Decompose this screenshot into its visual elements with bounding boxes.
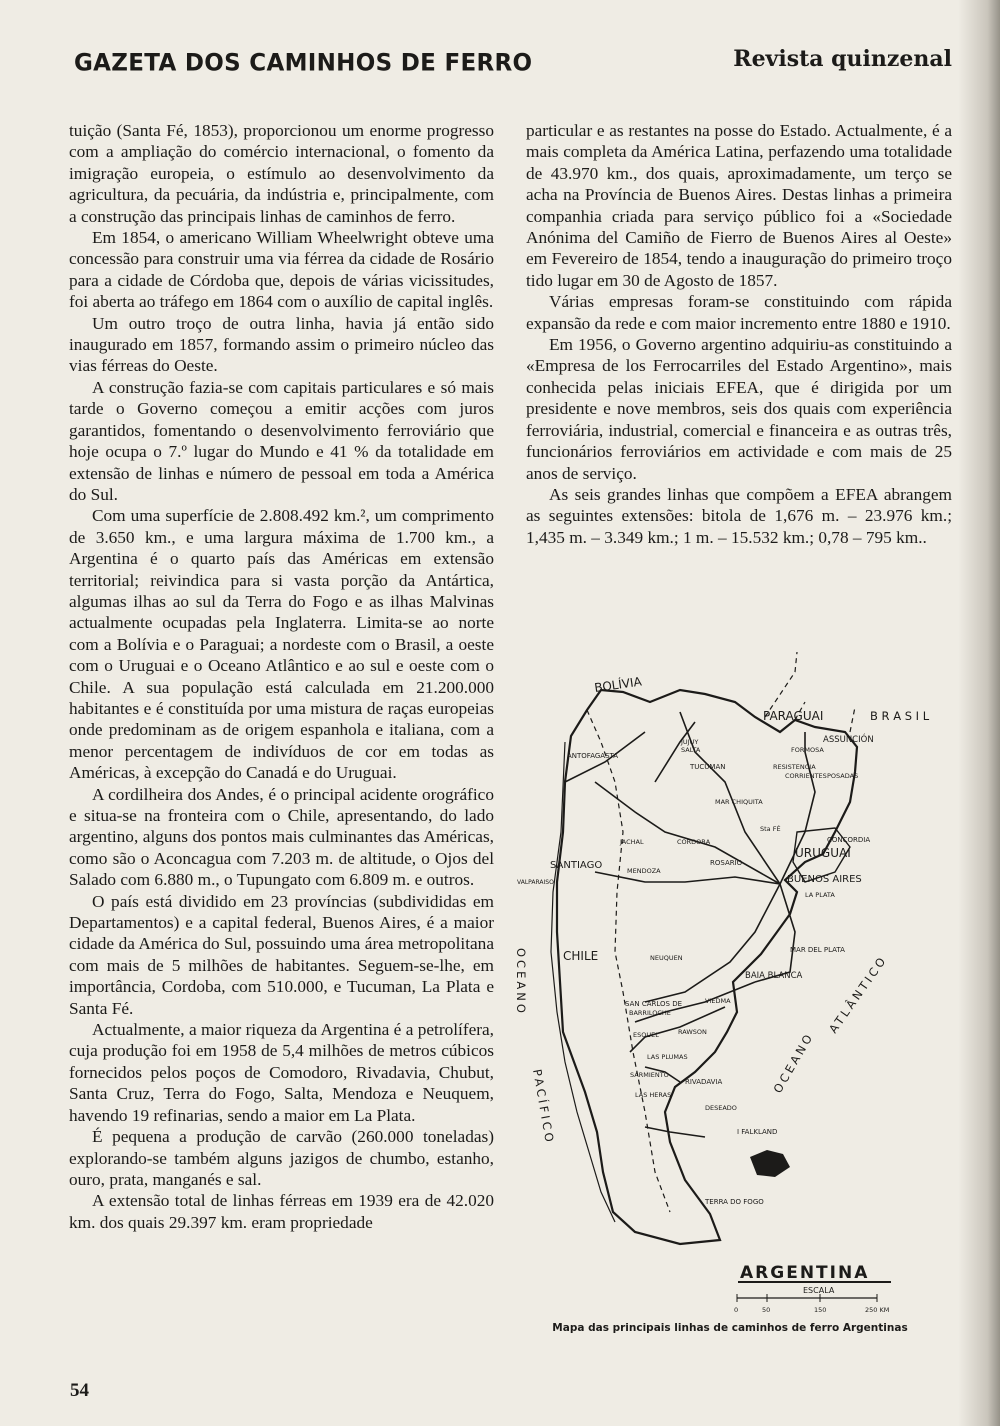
label-cordoba: CORDOBA bbox=[677, 838, 711, 846]
label-san-carlos: SAN CARLOS DE bbox=[625, 1000, 683, 1008]
label-valparaiso: VALPARAISO bbox=[517, 879, 554, 886]
label-terra-do-fogo: TERRA DO FOGO bbox=[705, 1198, 764, 1206]
falkland-island bbox=[750, 1150, 790, 1177]
journal-title: GAZETA DOS CAMINHOS DE FERRO bbox=[74, 49, 533, 77]
paragraph: particular e as restantes na posse do Estado. Actualmente, é a mais completa da América Latina, perfazendo uma totalidade de 43.970 km., dos quais, aproximadamente, um terço se acha na Província de Buenos Aires. Destas linhas a primeira companhia criada para serviço público foi a «Sociedade Anónima del Camiño de Fierro de Buenos Aires al Oeste» em Fevereiro de 1854, tendo a inauguração do primeiro troço tido lugar em 30 de Agosto de 1857. bbox=[526, 121, 952, 290]
label-corrientes: CORRIENTES bbox=[785, 772, 827, 780]
label-mendoza: MENDOZA bbox=[627, 867, 661, 875]
label-resistencia: RESISTENCIA bbox=[773, 763, 816, 771]
label-assuncion: ASSUNCIÓN bbox=[823, 735, 874, 745]
paragraph: A cordilheira dos Andes, é o principal acidente orográfico e situa-se na fronteira com o Chile, apresentando, do lado argentino, alguns dos pontos mais culminantes das Américas, como são o Aconcagua com 7.203 m. de altitude, o Ojos del Salado com 6.880 m., o Tupungato com 6.809 m. e outros. bbox=[69, 784, 494, 890]
label-rivadavia: RIVADAVIA bbox=[685, 1078, 723, 1086]
paragraph: Actualmente, a maior riqueza da Argentina é a petrolífera, cuja produção foi em 1958 de 5,4 milhões de metros cúbicos fornecidos pelos poços de Comodoro, Rivadavia, Chubut, Santa Cruz, Terra do Fogo, Salta, Mendoza e Neuquem, havendo 19 refinarias, sendo a maior em La Plata. bbox=[69, 1020, 494, 1125]
label-oceano-atlantico-1: OCEANO bbox=[770, 1029, 817, 1096]
scale-tick-label: 50 bbox=[762, 1306, 771, 1314]
label-jujuy: JUJUY bbox=[681, 738, 699, 746]
paragraph: Em 1854, o americano William Wheelwright obteve uma concessão para construir uma via férrea da cidade de Rosário para a cidade de Córdoba que, depois de várias vicissitudes, foi aberta ao tráfego em 1864 com o auxílio de capital inglês. bbox=[69, 228, 494, 312]
label-brasil: B R A S I L bbox=[870, 709, 930, 723]
label-oceano-atlantico-2: ATLÂNTICO bbox=[825, 952, 891, 1036]
map-figure bbox=[505, 632, 960, 1322]
label-posadas: POSADAS bbox=[827, 772, 859, 780]
paragraph: Um outro troço de outra linha, havia já então sido inaugurado em 1857, formando assim o primeiro núcleo das vias férreas do Oeste. bbox=[69, 313, 494, 376]
label-santiago: SANTIAGO bbox=[550, 860, 603, 871]
label-tucuman: TUCUMAN bbox=[690, 763, 726, 771]
label-antofagasta: ANTOFAGASTA bbox=[567, 752, 619, 760]
scale-label: ESCALA bbox=[803, 1286, 835, 1295]
paragraph: É pequena a produção de carvão (260.000 toneladas) explorando-se também alguns jazigos de chumbo, estanho, ouro, prata, manganés e sal. bbox=[69, 1127, 494, 1189]
label-la-plata: LA PLATA bbox=[805, 891, 835, 899]
label-baia-blanca: BAIA BLANCA bbox=[745, 971, 803, 981]
map-title: ARGENTINA bbox=[740, 1263, 870, 1283]
left-column bbox=[69, 120, 494, 1233]
label-chile: CHILE bbox=[563, 949, 599, 963]
scale-tick-label: 0 bbox=[734, 1306, 739, 1314]
paragraph: Em 1956, o Governo argentino adquiriu-as constituindo a «Empresa de los Ferrocarriles del Estado Argentino», mais conhecida pelas iniciais EFEA, que é dirigida por um presidente e nove membros, seis dos quais com experiência ferroviária, industrial, comercial e financeira e as outras três, funcionários ferroviários em actividade e com mais de 25 anos de serviço. bbox=[526, 335, 952, 483]
label-jachal: JACHAL bbox=[620, 838, 644, 846]
label-bolivia: BOLÍVIA bbox=[593, 674, 643, 695]
label-neuquen: NEUQUEN bbox=[650, 954, 683, 962]
label-mar-del-plata: MAR DEL PLATA bbox=[790, 946, 845, 954]
label-salta: SALTA bbox=[681, 746, 701, 754]
paragraph: tuição (Santa Fé, 1853), proporcionou um enorme progresso com a ampliação do comércio internacional, o fomento da imigração europeia, o estímulo ao desenvolvimento da agricultura, da pecuária, da indústria e, principalmente, com a construção das principais linhas de caminhos de ferro. bbox=[69, 121, 494, 226]
page-number: 54 bbox=[70, 1380, 89, 1401]
paragraph: As seis grandes linhas que compõem a EFEA abrangem as seguintes extensões: bitola de 1,676 m. – 23.976 km.; 1,435 m. – 3.349 km.; 1 m. – 15.532 km.; 0,78 – 795 km.. bbox=[526, 484, 952, 547]
right-column bbox=[526, 120, 952, 548]
label-sta-fe: Sta FÉ bbox=[760, 825, 781, 833]
label-oceano-pacifico-1: OCEANO bbox=[514, 948, 528, 1016]
label-viedma: VIEDMA bbox=[705, 997, 731, 1005]
label-rosario: ROSARIO bbox=[710, 859, 743, 867]
map-caption: Mapa das principais linhas de caminhos de ferro Argentinas bbox=[552, 1322, 908, 1334]
paragraph: Com uma superfície de 2.808.492 km.², um comprimento de 3.650 km., e uma largura máxima de 1.700 km., a Argentina é o quarto país das Américas em extensão territorial; reivindica para si vasta porção da Antártica, algumas ilhas ao sul da Terra do Fogo e as ilhas Malvinas actualmente ocupadas pela Inglaterra. Limita-se ao norte com a Bolívia e o Paraguai; a nordeste com o Brasil, a oeste com o Uruguai e o Oceano Atlântico e ao sul e oeste com o Chile. A sua população está calculada em 21.200.000 habitantes e é constituída por uma mistura de raças europeias onde predominam as de origem espanhola e italiana, com a menor percentagem de indivíduos de cor em todas as Américas, à excepção do Canadá e do Uruguai. bbox=[69, 506, 494, 783]
paragraph: Várias empresas foram-se constituindo com rápida expansão da rede e com maior incremento entre 1880 e 1910. bbox=[526, 292, 952, 333]
label-oceano-pacifico-2: PACÍFICO bbox=[530, 1068, 558, 1146]
label-buenos-aires: BUENOS AIRES bbox=[787, 874, 862, 885]
label-rawson: RAWSON bbox=[678, 1028, 707, 1036]
label-paraguai: PARAGUAI bbox=[763, 709, 824, 723]
label-mar-chiquita: MAR CHIQUITA bbox=[715, 798, 763, 806]
journal-subtitle: Revista quinzenal bbox=[733, 46, 952, 72]
page-edge-shadow bbox=[958, 0, 1000, 1426]
label-concordia: CONCORDIA bbox=[827, 836, 871, 844]
label-falkland: I FALKLAND bbox=[737, 1128, 778, 1136]
label-las-heras: LAS HERAS bbox=[635, 1091, 672, 1099]
rail-lines bbox=[565, 712, 815, 1137]
label-uruguai: URUGUAI bbox=[795, 846, 851, 860]
label-formosa: FORMOSA bbox=[791, 746, 824, 754]
railway-map bbox=[505, 632, 960, 1322]
scale-tick-label: 250 KM bbox=[865, 1306, 890, 1314]
paragraph: O país está dividido em 23 províncias (subdivididas em Departamentos) e a capital federal, Buenos Aires, é a maior cidade da América do Sul, possuindo uma área metropolitana com mais de 5 milhões de habitantes. Seguem-se-lhe, em importância, Cordoba, com 510.000, e Tucuman, La Plata e Santa Fé. bbox=[69, 891, 494, 1018]
paragraph: A construção fazia-se com capitais particulares e só mais tarde o Governo começou a emitir acções com juros garantidos, fomentando o desenvolvimento ferroviário que hoje ocupa o 7.º lugar do Mundo e 41 % da totalidade em extensão de linhas e número de pessoal em toda a América do Sul. bbox=[69, 377, 494, 504]
scale-tick-label: 150 bbox=[814, 1306, 827, 1314]
label-esquel: ESQUEL bbox=[633, 1031, 659, 1039]
paragraph: A extensão total de linhas férreas em 1939 era de 42.020 km. dos quais 29.397 km. eram propriedade bbox=[69, 1191, 494, 1232]
label-deseado: DESEADO bbox=[705, 1104, 737, 1112]
label-barriloche: BARRILOCHE bbox=[629, 1009, 671, 1017]
label-sarmiento: SARMIENTO bbox=[630, 1071, 669, 1079]
label-las-plumas: LAS PLUMAS bbox=[647, 1053, 688, 1061]
